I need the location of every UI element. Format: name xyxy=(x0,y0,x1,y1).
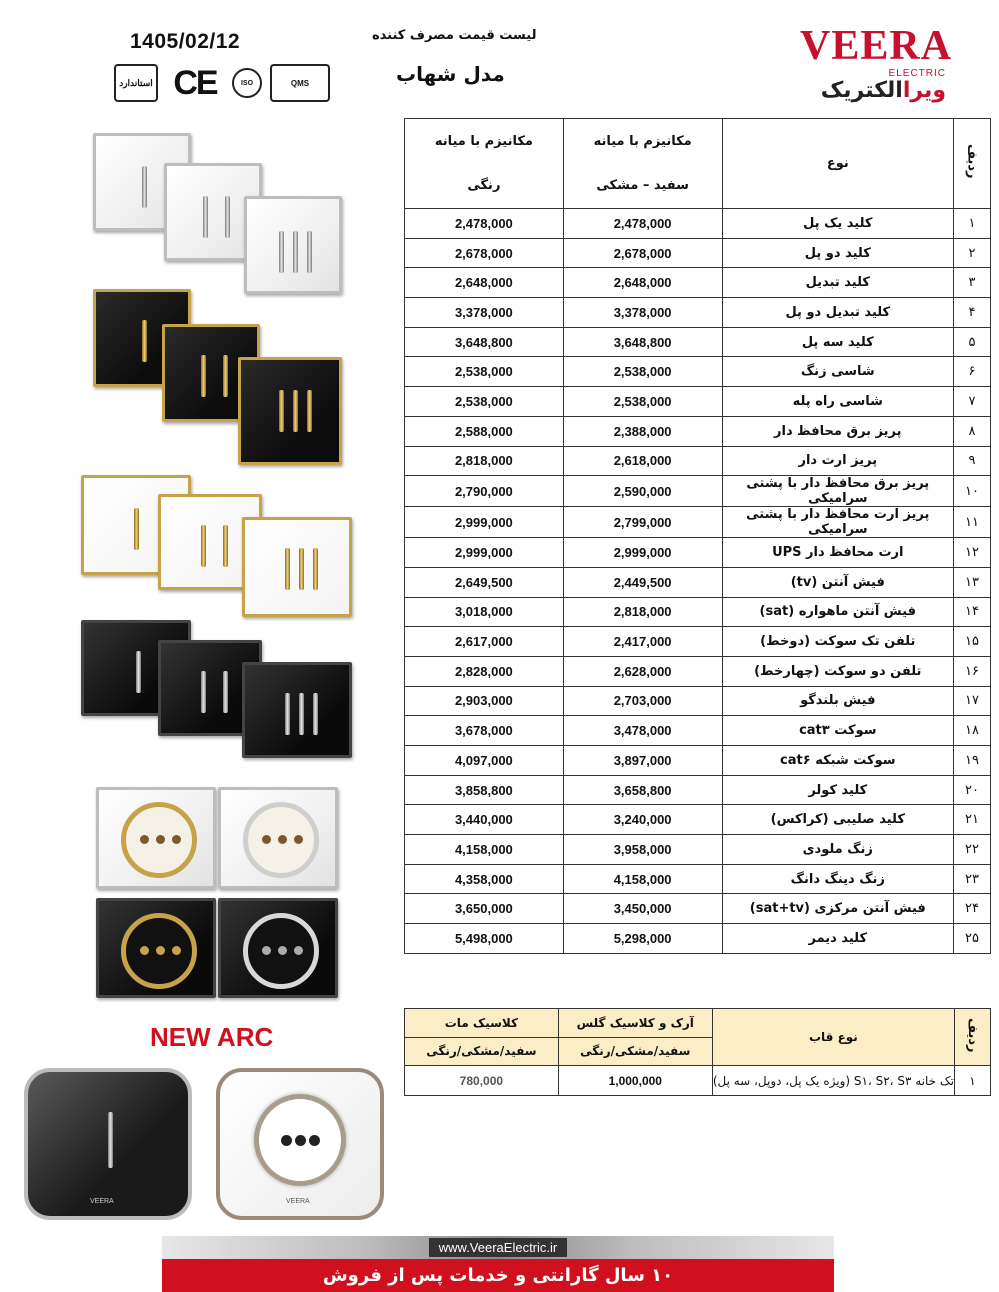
switch-lever xyxy=(285,548,290,590)
price-table-row xyxy=(405,597,991,627)
row-price-colored: 2,478,000 xyxy=(405,209,564,239)
socket-hole xyxy=(294,946,303,955)
socket-hole xyxy=(156,835,165,844)
price-table-row xyxy=(405,238,991,268)
row-price-white-black: 2,678,000 xyxy=(563,238,722,268)
row-number: ۱۵ xyxy=(954,627,991,657)
price-table xyxy=(404,118,991,954)
logo-fa-part2: الکتریک xyxy=(820,78,903,103)
row-type: سوکت شبکه cat۶ xyxy=(722,746,954,776)
row-price-colored: 3,650,000 xyxy=(405,894,564,924)
row-price-white-black: 2,388,000 xyxy=(563,416,722,446)
price-table-row xyxy=(405,924,991,954)
price-table-row xyxy=(405,864,991,894)
row-type: پریز ارت دار xyxy=(722,446,954,476)
switch-lever xyxy=(201,671,206,713)
row-price-colored: 2,828,000 xyxy=(405,656,564,686)
logo-text-fa xyxy=(821,78,946,103)
row-number: ۲۵ xyxy=(954,924,991,954)
price-table-row xyxy=(405,805,991,835)
socket-ring xyxy=(121,913,197,989)
switch-lever xyxy=(134,508,139,550)
row-price-colored: 2,999,000 xyxy=(405,507,564,538)
row-price-white-black: 2,538,000 xyxy=(563,357,722,387)
price-table-row xyxy=(405,835,991,865)
header-row-number xyxy=(954,119,991,209)
switch-lever xyxy=(293,231,298,273)
header-mechanism-colored xyxy=(405,119,564,209)
socket-white-gold xyxy=(96,787,216,889)
row-number: ۲۲ xyxy=(954,835,991,865)
switch-lever xyxy=(142,320,147,362)
footer-website-bar xyxy=(162,1236,834,1259)
header-mechanism-white-black xyxy=(563,119,722,209)
socket-hole xyxy=(309,1135,320,1146)
switch-lever xyxy=(108,1112,113,1168)
row-price-white-black: 5,298,000 xyxy=(563,924,722,954)
row-type: فیش آنتن مرکزی (sat+tv) xyxy=(722,894,954,924)
price-table-row xyxy=(405,775,991,805)
price-table-row xyxy=(405,894,991,924)
row-type: کلید تبدیل xyxy=(722,268,954,298)
row-price-white-black: 2,449,500 xyxy=(563,567,722,597)
price-table-row xyxy=(405,387,991,417)
socket-hole xyxy=(294,835,303,844)
qms-certification-icon: QMS xyxy=(270,64,330,102)
row-number: ۲۳ xyxy=(954,864,991,894)
row-number: ۱۰ xyxy=(954,476,991,507)
row-price-white-black: 2,648,000 xyxy=(563,268,722,298)
logo-subtext-en: ELECTRIC xyxy=(888,68,946,79)
consumer-price-list-title: لیست قیمت مصرف کننده xyxy=(372,28,537,43)
switch-lever xyxy=(299,693,304,735)
price-table-row xyxy=(405,327,991,357)
row-type: زنگ دینگ دانگ xyxy=(722,864,954,894)
row-number: ۱۱ xyxy=(954,507,991,538)
row-price-colored: 2,648,000 xyxy=(405,268,564,298)
row-type: پریز برق محافظ دار xyxy=(722,416,954,446)
row-number: ۲۴ xyxy=(954,894,991,924)
socket-hole xyxy=(172,946,181,955)
switch-plate-black-3 xyxy=(242,662,352,758)
frame-header-type: نوع قاب xyxy=(712,1009,954,1066)
frame-table-row xyxy=(405,1066,991,1096)
frame-header-arc-line2: سفید/مشکی/رنگی xyxy=(580,1044,691,1059)
logo-text-en: VEERA xyxy=(800,23,953,69)
website-link[interactable]: www.VeeraElectric.ir xyxy=(429,1238,567,1257)
switch-lever xyxy=(307,231,312,273)
row-type: کلید کولر xyxy=(722,775,954,805)
switch-lever xyxy=(223,671,228,713)
row-price-white-black: 3,658,800 xyxy=(563,775,722,805)
header-type: نوع xyxy=(722,119,954,209)
row-number: ۶ xyxy=(954,357,991,387)
socket-hole xyxy=(278,835,287,844)
frame-header-matte-line1: کلاسیک مات xyxy=(405,1009,558,1038)
row-type: پریز برق محافظ دار با پشتی سرامیکی xyxy=(722,476,954,507)
row-price-colored: 2,790,000 xyxy=(405,476,564,507)
price-list-date: 1405/02/12 xyxy=(130,30,241,53)
price-table-row xyxy=(405,746,991,776)
frame-row-price-classic-matte: 780,000 xyxy=(405,1066,559,1096)
row-type: کلید یک پل xyxy=(722,209,954,239)
logo-fa-part1: ویرا xyxy=(902,78,946,103)
frame-table-header xyxy=(405,1009,991,1066)
row-number: ۴ xyxy=(954,298,991,328)
row-price-colored: 2,588,000 xyxy=(405,416,564,446)
row-price-colored: 2,538,000 xyxy=(405,387,564,417)
row-number: ۲۰ xyxy=(954,775,991,805)
switch-lever xyxy=(136,651,141,693)
row-price-white-black: 2,999,000 xyxy=(563,538,722,568)
switch-lever xyxy=(307,390,312,432)
socket-hole xyxy=(278,946,287,955)
row-price-colored: 3,678,000 xyxy=(405,716,564,746)
row-price-white-black: 2,628,000 xyxy=(563,656,722,686)
row-price-white-black: 2,703,000 xyxy=(563,686,722,716)
row-type: کلید تبدیل دو پل xyxy=(722,298,954,328)
new-arc-label: NEW ARC xyxy=(150,1022,274,1052)
price-table-row xyxy=(405,567,991,597)
switch-lever xyxy=(279,390,284,432)
socket-ring xyxy=(243,913,319,989)
row-price-colored: 3,018,000 xyxy=(405,597,564,627)
row-type: تلفن دو سوکت (چهارخط) xyxy=(722,656,954,686)
price-table-row xyxy=(405,507,991,538)
price-table-row xyxy=(405,476,991,507)
ce-mark-icon: CE xyxy=(173,63,217,102)
row-type: فیش بلندگو xyxy=(722,686,954,716)
price-table-row xyxy=(405,357,991,387)
model-title: مدل شهاب xyxy=(396,62,505,86)
row-price-white-black: 2,590,000 xyxy=(563,476,722,507)
row-number: ۹ xyxy=(954,446,991,476)
frame-header-matte-line2: سفید/مشکی/رنگی xyxy=(426,1044,537,1059)
row-price-white-black: 4,158,000 xyxy=(563,864,722,894)
row-price-colored: 4,358,000 xyxy=(405,864,564,894)
row-type: تلفن تک سوکت (دوخط) xyxy=(722,627,954,657)
socket-black-silver xyxy=(218,898,338,998)
price-table-row xyxy=(405,446,991,476)
row-type: شاسی زنگ xyxy=(722,357,954,387)
price-table-row xyxy=(405,298,991,328)
row-price-white-black: 2,618,000 xyxy=(563,446,722,476)
row-price-colored: 2,903,000 xyxy=(405,686,564,716)
row-type: فیش آنتن ماهواره (sat) xyxy=(722,597,954,627)
socket-hole xyxy=(140,946,149,955)
row-price-white-black: 2,799,000 xyxy=(563,507,722,538)
iran-standard-icon: استاندارد xyxy=(114,64,158,102)
header-mech-colored-line2: رنگی xyxy=(467,178,501,194)
price-table-row xyxy=(405,268,991,298)
socket-hole xyxy=(172,835,181,844)
socket-hole xyxy=(140,835,149,844)
row-price-colored: 2,649,500 xyxy=(405,567,564,597)
price-table-row xyxy=(405,627,991,657)
frame-header-row-number-label: ردیف xyxy=(964,1018,980,1053)
row-price-white-black: 3,897,000 xyxy=(563,746,722,776)
price-table-row xyxy=(405,686,991,716)
row-price-colored: 3,648,800 xyxy=(405,327,564,357)
row-type: پریز ارت محافظ دار با پشتی سرامیکی xyxy=(722,507,954,538)
price-table-row xyxy=(405,416,991,446)
row-type: فیش آنتن (tv) xyxy=(722,567,954,597)
row-price-colored: 2,999,000 xyxy=(405,538,564,568)
switch-lever xyxy=(223,525,228,567)
row-number: ۱۸ xyxy=(954,716,991,746)
row-price-colored: 5,498,000 xyxy=(405,924,564,954)
frame-row-type: تک خانه S۱، S۲، S۳ (ویژه یک پل، دوپل، سه پل) xyxy=(712,1066,954,1096)
header-row-number-label: ردیف xyxy=(964,144,980,179)
iso-certification-icon: ISO xyxy=(232,68,262,98)
row-price-colored: 4,158,000 xyxy=(405,835,564,865)
veera-electric-logo xyxy=(800,22,953,112)
row-price-colored: 2,538,000 xyxy=(405,357,564,387)
frame-header-row-number xyxy=(954,1009,990,1066)
switch-lever xyxy=(201,525,206,567)
row-type: سوکت cat۳ xyxy=(722,716,954,746)
socket-hole xyxy=(262,835,271,844)
row-price-white-black: 3,648,800 xyxy=(563,327,722,357)
row-number: ۱۲ xyxy=(954,538,991,568)
row-price-white-black: 2,818,000 xyxy=(563,597,722,627)
switch-lever xyxy=(313,693,318,735)
row-price-white-black: 3,240,000 xyxy=(563,805,722,835)
row-price-colored: 2,818,000 xyxy=(405,446,564,476)
row-number: ۵ xyxy=(954,327,991,357)
row-price-colored: 3,858,800 xyxy=(405,775,564,805)
row-number: ۱۶ xyxy=(954,656,991,686)
frame-header-classic-matte xyxy=(405,1009,559,1066)
row-price-white-black: 3,478,000 xyxy=(563,716,722,746)
row-number: ۱۹ xyxy=(954,746,991,776)
frame-header-arc-line1: آرک و کلاسیک گلس xyxy=(559,1009,712,1038)
warranty-banner: ۱۰ سال گارانتی و خدمات پس از فروش xyxy=(162,1259,834,1292)
frame-price-table xyxy=(404,1008,991,1096)
socket-ring xyxy=(121,802,197,878)
frame-row-number: ۱ xyxy=(954,1066,990,1096)
socket-hole xyxy=(262,946,271,955)
socket-hole xyxy=(295,1135,306,1146)
socket-hole xyxy=(156,946,165,955)
price-table-row xyxy=(405,209,991,239)
row-price-white-black: 3,378,000 xyxy=(563,298,722,328)
row-price-colored: 2,617,000 xyxy=(405,627,564,657)
switch-plate-white-gold-3 xyxy=(242,517,352,617)
row-price-white-black: 2,417,000 xyxy=(563,627,722,657)
arc-brand-mark: VEERA xyxy=(286,1198,310,1205)
header-mech-line2: سفید – مشکی xyxy=(596,178,689,194)
row-type: کلید دیمر xyxy=(722,924,954,954)
row-number: ۲۱ xyxy=(954,805,991,835)
switch-lever xyxy=(225,196,230,238)
arc-switch-black xyxy=(24,1068,192,1220)
arc-socket-white xyxy=(216,1068,384,1220)
row-number: ۱ xyxy=(954,209,991,239)
row-number: ۲ xyxy=(954,238,991,268)
row-price-colored: 4,097,000 xyxy=(405,746,564,776)
arc-brand-mark: VEERA xyxy=(90,1198,114,1205)
frame-header-arc-classic-glass xyxy=(558,1009,712,1066)
certification-logos xyxy=(114,64,330,102)
switch-plate-white-3 xyxy=(244,196,342,294)
price-table-row xyxy=(405,538,991,568)
socket-ring xyxy=(243,802,319,878)
row-price-white-black: 3,450,000 xyxy=(563,894,722,924)
row-price-colored: 3,378,000 xyxy=(405,298,564,328)
arc-socket-ring xyxy=(254,1094,346,1186)
row-type: ارت محافظ دار UPS xyxy=(722,538,954,568)
price-table-row xyxy=(405,716,991,746)
switch-lever xyxy=(203,196,208,238)
row-price-white-black: 2,538,000 xyxy=(563,387,722,417)
row-type: شاسی راه پله xyxy=(722,387,954,417)
socket-white-silver xyxy=(218,787,338,889)
row-type: زنگ ملودی xyxy=(722,835,954,865)
switch-lever xyxy=(285,693,290,735)
row-number: ۸ xyxy=(954,416,991,446)
switch-lever xyxy=(223,355,228,397)
price-table-header xyxy=(405,119,991,209)
row-number: ۱۴ xyxy=(954,597,991,627)
row-price-white-black: 3,958,000 xyxy=(563,835,722,865)
switch-lever xyxy=(279,231,284,273)
row-price-colored: 2,678,000 xyxy=(405,238,564,268)
row-price-colored: 3,440,000 xyxy=(405,805,564,835)
row-number: ۱۳ xyxy=(954,567,991,597)
row-type: کلید سه پل xyxy=(722,327,954,357)
switch-lever xyxy=(293,390,298,432)
row-number: ۳ xyxy=(954,268,991,298)
switch-lever xyxy=(201,355,206,397)
price-table-row xyxy=(405,656,991,686)
switch-plate-black-gold-3 xyxy=(238,357,342,465)
footer-banner xyxy=(162,1236,834,1292)
socket-black-gold xyxy=(96,898,216,998)
header-mech-colored-line1: مکانیزم با میانه xyxy=(434,133,533,149)
socket-hole xyxy=(281,1135,292,1146)
row-type: کلید دو پل xyxy=(722,238,954,268)
switch-lever xyxy=(142,166,147,208)
row-type: کلید صلیبی (کراکس) xyxy=(722,805,954,835)
switch-lever xyxy=(313,548,318,590)
row-price-white-black: 2,478,000 xyxy=(563,209,722,239)
row-number: ۱۷ xyxy=(954,686,991,716)
row-number: ۷ xyxy=(954,387,991,417)
frame-row-price-arc-glass: 1,000,000 xyxy=(558,1066,712,1096)
header-mech-line1: مکانیزم با میانه xyxy=(593,133,692,149)
switch-lever xyxy=(299,548,304,590)
